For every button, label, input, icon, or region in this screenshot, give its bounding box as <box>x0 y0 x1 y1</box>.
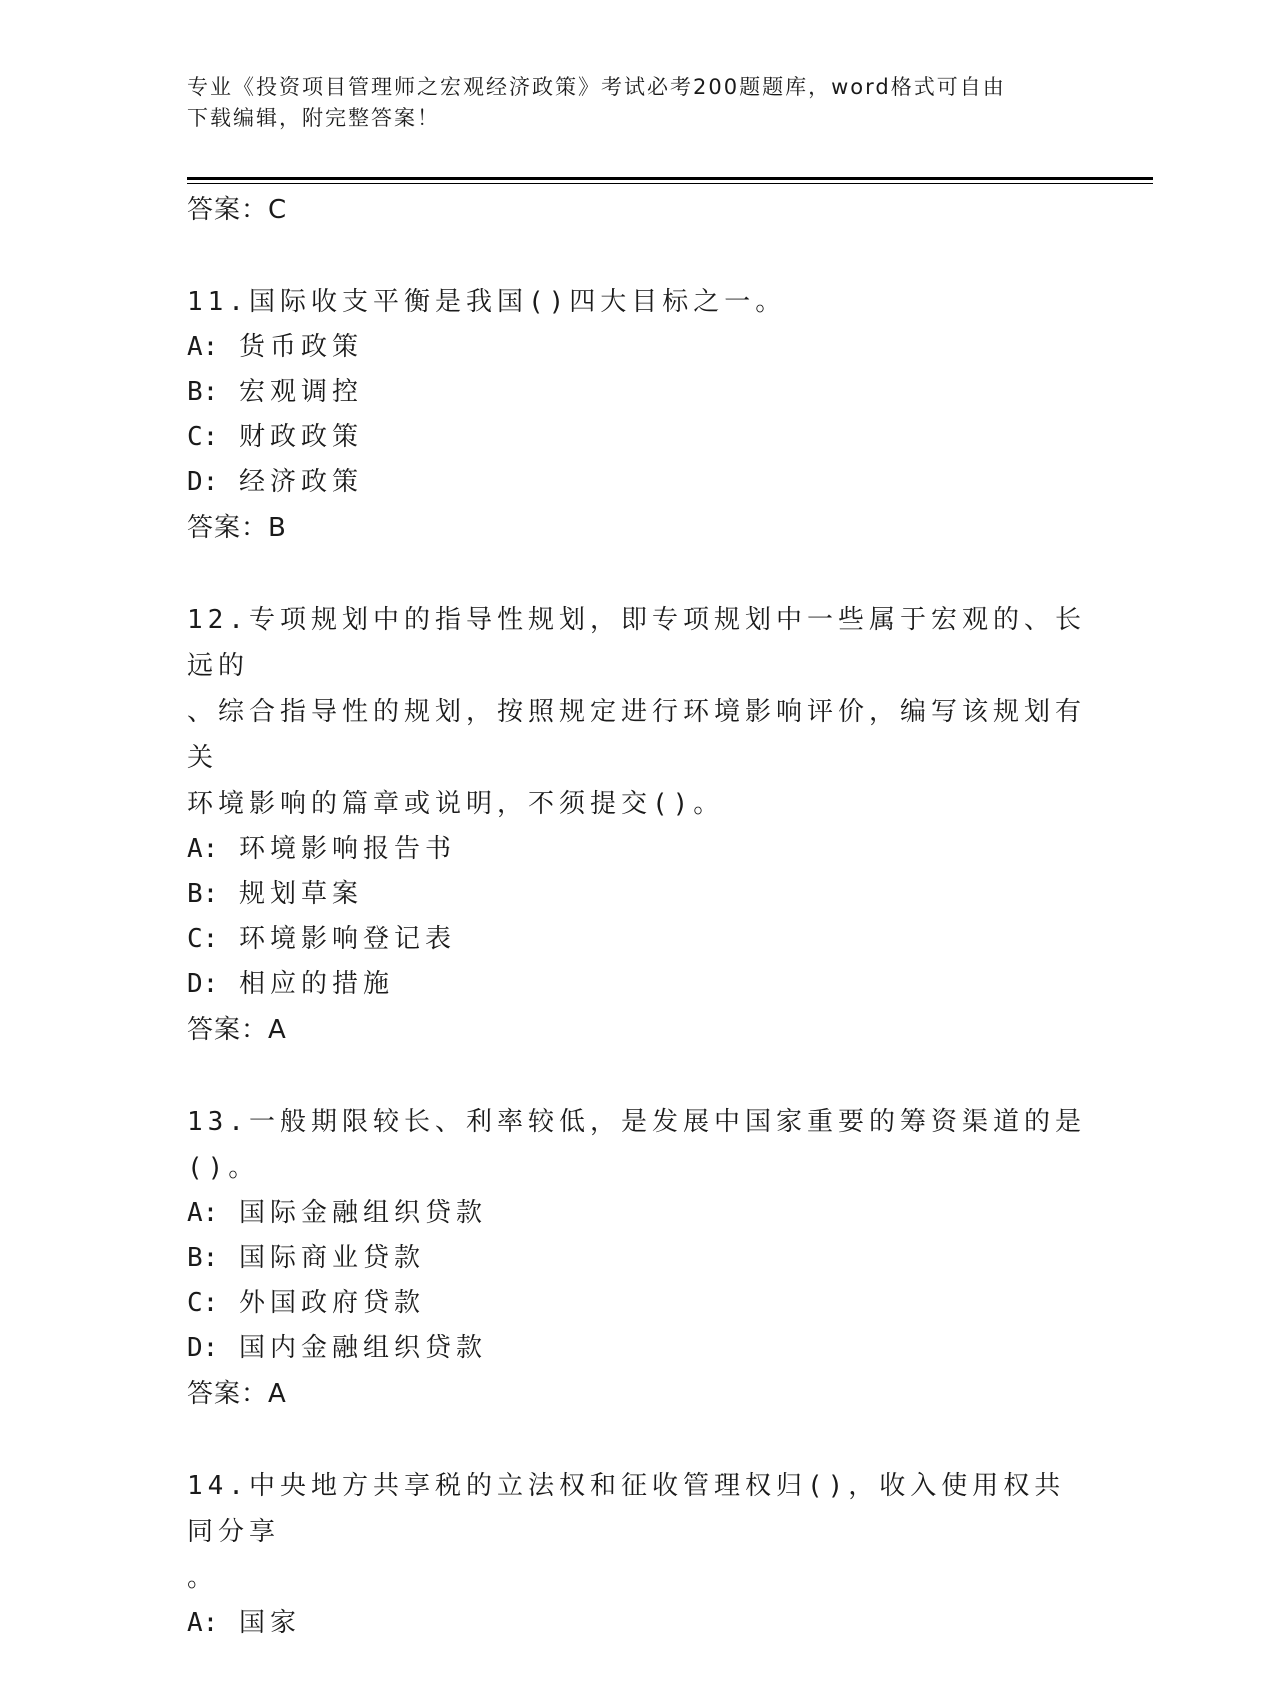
header-rule-thin <box>187 183 1153 184</box>
option-key: A: <box>187 1198 219 1228</box>
option-key: D: <box>187 1333 219 1363</box>
option-text: 规划草案 <box>238 879 363 909</box>
stem-line: 环境影响的篇章或说明，不须提交()。 <box>187 789 725 819</box>
option-d <box>187 1326 1087 1371</box>
option-b <box>187 370 1087 415</box>
option-key: A: <box>187 834 219 864</box>
option-a <box>187 1191 1087 1236</box>
stem-line: 12.专项规划中的指导性规划，即专项规划中一些属于宏观的、长远的 <box>187 605 1086 681</box>
question-list <box>187 187 1087 1692</box>
page-header <box>187 72 1067 134</box>
header-line-1: 专业《投资项目管理师之宏观经济政策》考试必考200题题库，word格式可自由 <box>187 75 1006 99</box>
option-key: A: <box>187 1608 219 1638</box>
option-key: D: <box>187 969 219 999</box>
question-14 <box>187 1463 1087 1646</box>
option-text: 宏观调控 <box>238 377 363 407</box>
stem-line: 。 <box>187 1563 219 1593</box>
option-key: A: <box>187 332 219 362</box>
option-text: 环境影响登记表 <box>238 924 456 954</box>
option-text: 环境影响报告书 <box>238 834 456 864</box>
option-b <box>187 1236 1087 1281</box>
stem-line: 13.一般期限较长、利率较低，是发展中国家重要的筹资渠道的是()。 <box>187 1107 1086 1183</box>
header-rule-thick <box>187 177 1153 180</box>
option-text: 财政政策 <box>238 422 363 452</box>
question-11 <box>187 279 1087 551</box>
option-a <box>187 1601 1087 1646</box>
option-key: C: <box>187 422 219 452</box>
option-text: 国际商业贷款 <box>238 1243 425 1273</box>
question-12 <box>187 597 1087 1053</box>
option-text: 货币政策 <box>238 332 363 362</box>
option-text: 国内金融组织贷款 <box>238 1333 487 1363</box>
stem-line: 11.国际收支平衡是我国()四大目标之一。 <box>187 287 787 317</box>
option-a <box>187 827 1087 872</box>
option-b <box>187 872 1087 917</box>
option-text: 国家 <box>238 1608 301 1638</box>
option-text: 外国政府贷款 <box>238 1288 425 1318</box>
option-text: 相应的措施 <box>238 969 394 999</box>
option-a <box>187 325 1087 370</box>
option-key: B: <box>187 1243 219 1273</box>
stem-line: 14.中央地方共享税的立法权和征收管理权归()，收入使用权共同分享 <box>187 1471 1066 1547</box>
option-c <box>187 415 1087 460</box>
question-stem <box>187 279 1087 325</box>
answer: 答案：A <box>187 1379 287 1409</box>
stem-line: 、综合指导性的规划，按照规定进行环境影响评价，编写该规划有关 <box>187 697 1087 773</box>
option-text: 国际金融组织贷款 <box>238 1198 487 1228</box>
question-stem <box>187 1463 1087 1601</box>
option-c <box>187 917 1087 962</box>
question-stem <box>187 597 1087 827</box>
option-text: 经济政策 <box>238 467 363 497</box>
option-key: D: <box>187 467 219 497</box>
option-d <box>187 460 1087 505</box>
header-line-2: 下载编辑，附完整答案！ <box>187 106 440 130</box>
option-key: B: <box>187 377 219 407</box>
question-stem <box>187 1099 1087 1191</box>
option-key: C: <box>187 1288 219 1318</box>
option-d <box>187 962 1087 1007</box>
answer: 答案：A <box>187 1015 287 1045</box>
answer: 答案：B <box>187 513 287 543</box>
previous-answer: 答案：C <box>187 195 288 225</box>
option-key: C: <box>187 924 219 954</box>
option-c <box>187 1281 1087 1326</box>
option-key: B: <box>187 879 219 909</box>
question-13 <box>187 1099 1087 1417</box>
